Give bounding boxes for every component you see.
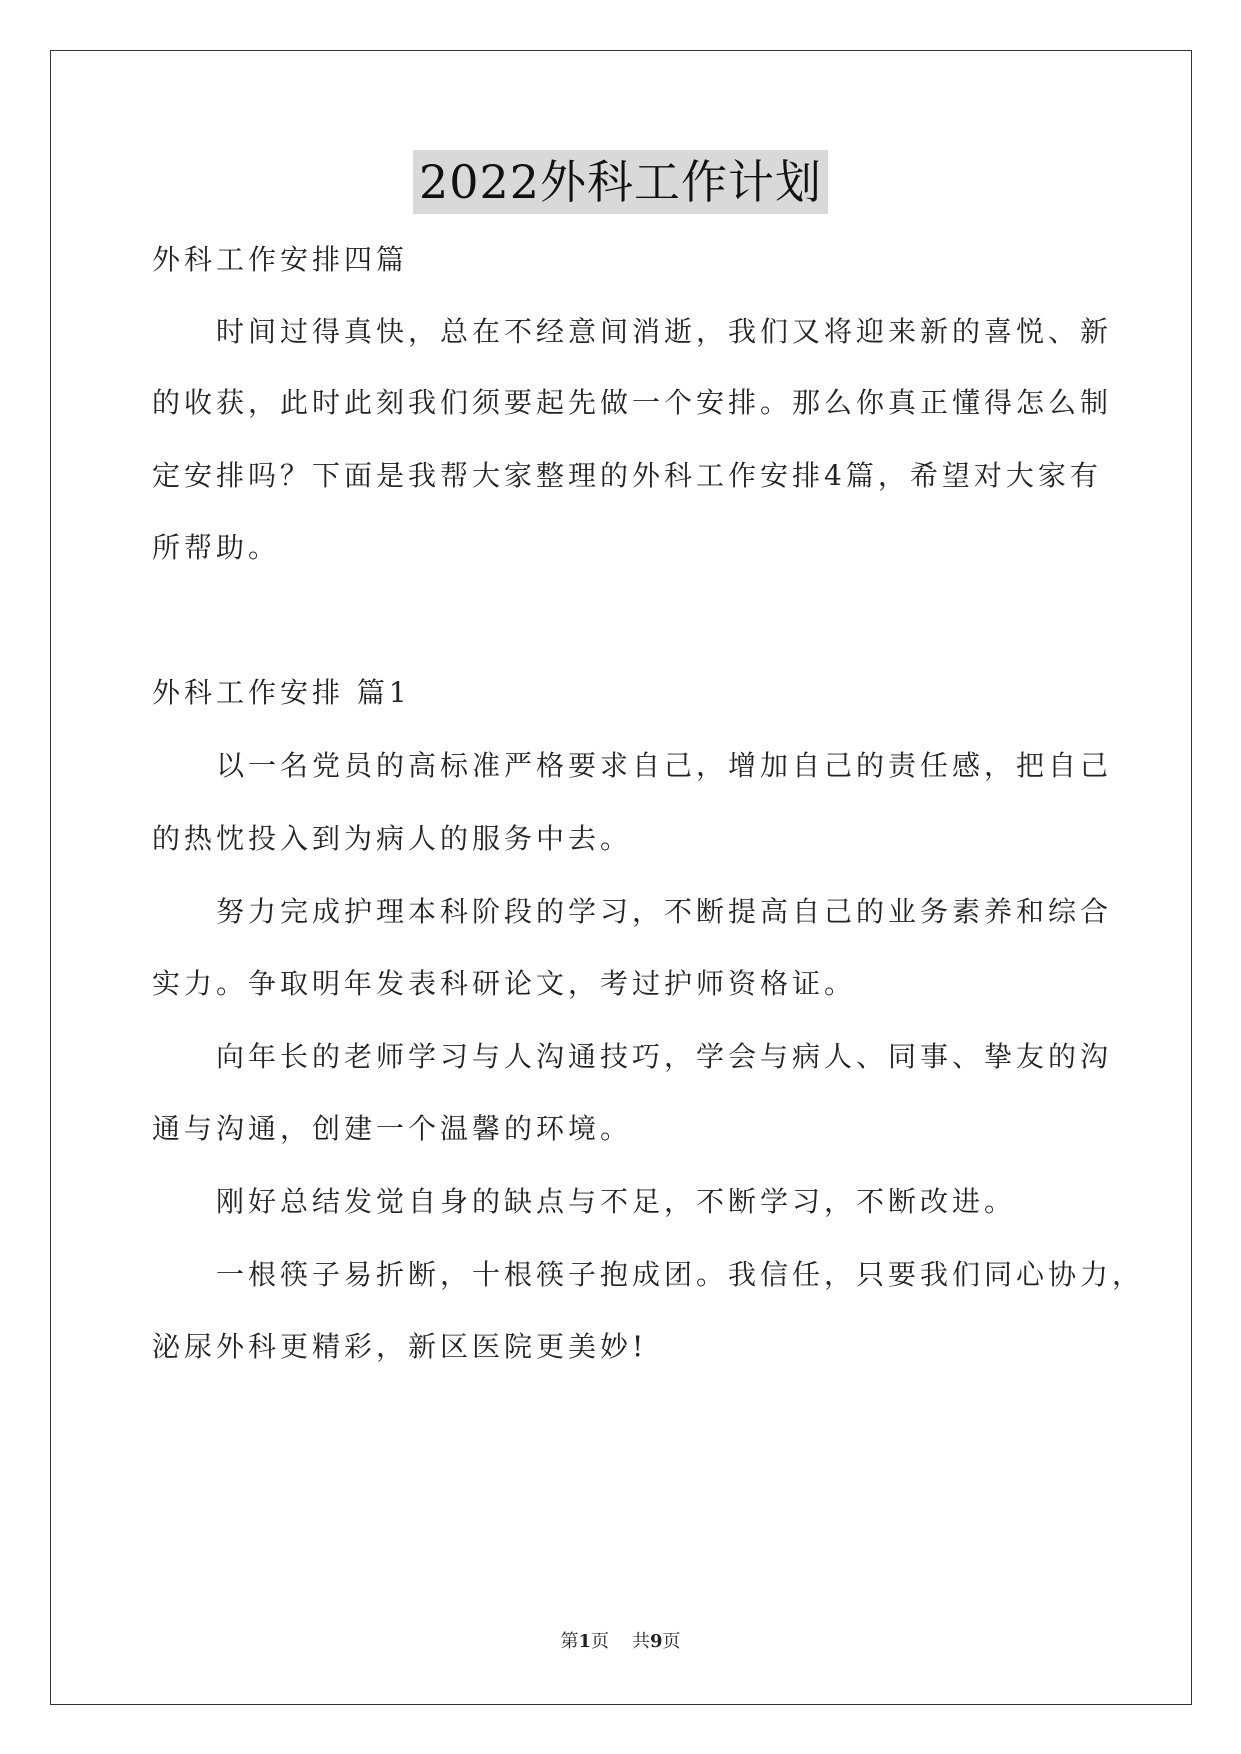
paragraph-line: 所帮助。 — [152, 531, 281, 564]
paragraph-line: 刚好总结发觉自身的缺点与不足，不断学习，不断改进。 — [216, 1185, 1017, 1218]
section-heading: 外科工作安排 篇1 — [152, 676, 411, 709]
paragraph-line: 努力完成护理本科阶段的学习，不断提高自己的业务素养和综合 — [216, 895, 1113, 928]
title-container — [0, 150, 1241, 214]
paragraph-line: 实力。争取明年发表科研论文，考过护师资格证。 — [152, 967, 857, 1000]
page-number: 1 — [578, 1631, 592, 1652]
paragraph-line: 定安排吗？下面是我帮大家整理的外科工作安排4篇，希望对大家有 — [152, 459, 1102, 492]
paragraph-line: 时间过得真快，总在不经意间消逝，我们又将迎来新的喜悦、新 — [216, 315, 1113, 348]
paragraph-line: 以一名党员的高标准严格要求自己，增加自己的责任感，把自己 — [216, 749, 1113, 782]
paragraph-line: 的收获，此时此刻我们须要起先做一个安排。那么你真正懂得怎么制 — [152, 386, 1113, 419]
section-heading: 外科工作安排四篇 — [152, 243, 409, 276]
total-pages: 9 — [649, 1631, 663, 1652]
paragraph-line: 向年长的老师学习与人沟通技巧，学会与病人、同事、挚友的沟 — [216, 1040, 1113, 1073]
page-border — [50, 50, 1192, 1705]
page-prefix: 第 — [560, 1631, 579, 1652]
total-prefix: 共 — [631, 1631, 650, 1652]
page-footer — [0, 1630, 1241, 1654]
total-suffix: 页 — [662, 1631, 681, 1652]
paragraph-line: 的热忱投入到为病人的服务中去。 — [152, 822, 633, 855]
document-title: 2022外科工作计划 — [413, 150, 828, 214]
paragraph-line: 通与沟通，创建一个温馨的环境。 — [152, 1112, 633, 1145]
paragraph-line: 泌尿外科更精彩，新区医院更美妙! — [152, 1330, 648, 1363]
paragraph-line: 一根筷子易折断，十根筷子抱成团。我信任，只要我们同心协力， — [216, 1258, 1145, 1291]
page-suffix: 页 — [591, 1631, 610, 1652]
